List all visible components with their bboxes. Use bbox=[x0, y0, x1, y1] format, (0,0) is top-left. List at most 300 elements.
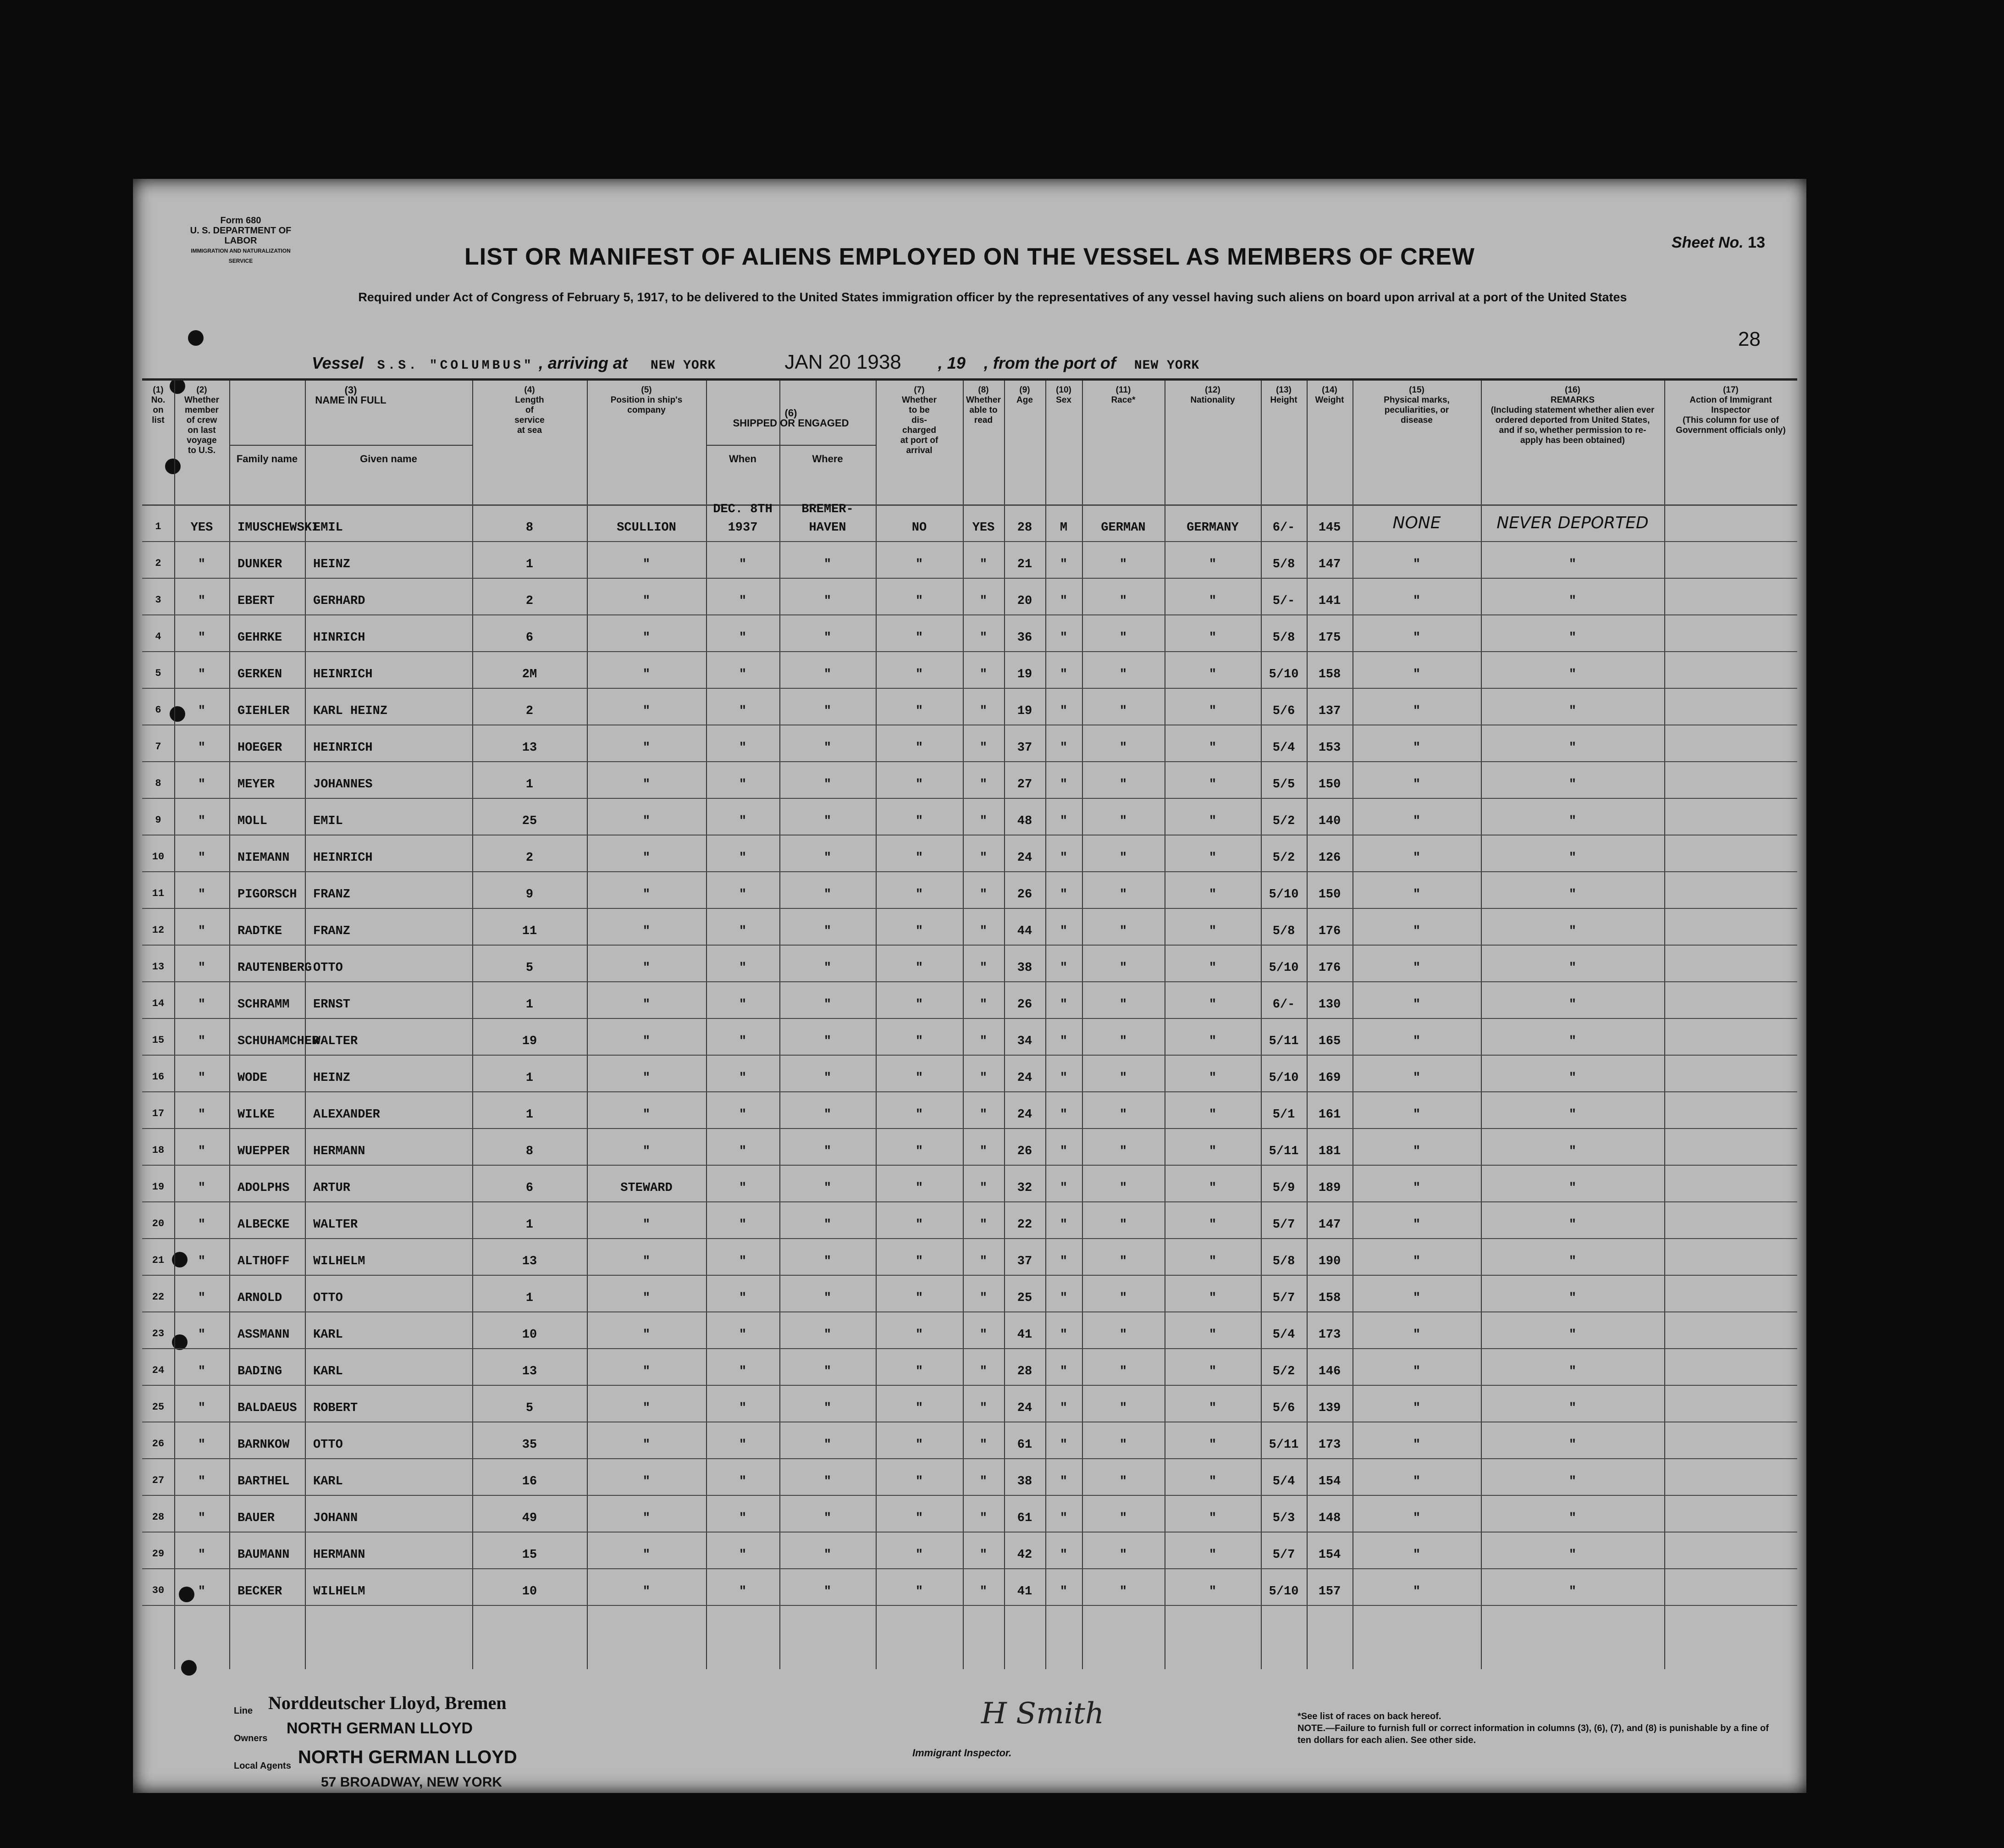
cell-nationality: GERMANY bbox=[1187, 521, 1239, 535]
cell-sex: " bbox=[1060, 1328, 1068, 1342]
cell-shipped-ditto: " bbox=[739, 1548, 747, 1562]
cell-nationality: " bbox=[1209, 1071, 1217, 1085]
cell-shipped-ditto: " bbox=[823, 1035, 832, 1048]
cell-family: GIEHLER bbox=[237, 704, 290, 718]
cell-race: " bbox=[1119, 1328, 1127, 1342]
cell-prev: " bbox=[198, 888, 206, 902]
cell-race: " bbox=[1119, 631, 1127, 645]
cell-physical-ditto: " bbox=[1413, 1401, 1421, 1415]
cell-no: 23 bbox=[152, 1328, 165, 1339]
cell-service: 2 bbox=[525, 704, 534, 718]
cell-position: STEWARD bbox=[620, 1181, 673, 1195]
cell-height: 5/11 bbox=[1269, 1035, 1299, 1048]
cell-no: 7 bbox=[155, 741, 161, 752]
cell-given: OTTO bbox=[313, 961, 343, 975]
cell-shipped-ditto: " bbox=[739, 741, 747, 755]
cell-age: 19 bbox=[1017, 668, 1032, 681]
cell-physical-ditto: " bbox=[1413, 1071, 1421, 1085]
cell-shipped-ditto: " bbox=[739, 1255, 747, 1268]
cell-shipped-ditto: " bbox=[823, 1181, 832, 1195]
cell-shipped-ditto: " bbox=[823, 668, 832, 681]
cell-remarks-ditto: " bbox=[1568, 1365, 1577, 1378]
cell-weight: 137 bbox=[1318, 704, 1341, 718]
cell-prev: " bbox=[198, 1255, 206, 1268]
cell-given: ERNST bbox=[313, 998, 351, 1012]
cell-family: RADTKE bbox=[237, 924, 282, 938]
column-header-c8: (8) Whether able to read bbox=[966, 385, 1001, 425]
cell-read: " bbox=[979, 924, 988, 938]
cell-race: " bbox=[1119, 1585, 1127, 1599]
cell-weight: 147 bbox=[1318, 1218, 1341, 1232]
cell-nationality: " bbox=[1209, 814, 1217, 828]
cell-race: " bbox=[1119, 814, 1127, 828]
cell-read: " bbox=[979, 558, 988, 571]
cell-sex: " bbox=[1060, 1365, 1068, 1378]
cell-race: " bbox=[1119, 1291, 1127, 1305]
cell-given: JOHANN bbox=[313, 1511, 358, 1525]
cell-discharged: " bbox=[915, 814, 923, 828]
cell-no: 18 bbox=[152, 1145, 165, 1156]
cell-sex: " bbox=[1060, 558, 1068, 571]
cell-height: 5/7 bbox=[1272, 1218, 1295, 1232]
cell-shipped-ditto: " bbox=[739, 594, 747, 608]
cell-shipped-ditto: " bbox=[823, 741, 832, 755]
cell-race: " bbox=[1119, 1475, 1127, 1488]
row-rule bbox=[142, 1311, 1797, 1312]
cell-service: 1 bbox=[525, 1291, 534, 1305]
cell-sex: " bbox=[1060, 668, 1068, 681]
cell-shipped-ditto: " bbox=[739, 631, 747, 645]
row-rule bbox=[142, 1165, 1797, 1166]
cell-given: OTTO bbox=[313, 1291, 343, 1305]
cell-no: 24 bbox=[152, 1365, 165, 1376]
cell-height: 5/6 bbox=[1272, 704, 1295, 718]
cell-read: " bbox=[979, 1291, 988, 1305]
cell-given: KARL bbox=[313, 1475, 343, 1488]
cell-age: 26 bbox=[1017, 998, 1032, 1012]
cell-nationality: " bbox=[1209, 1181, 1217, 1195]
cell-age: 61 bbox=[1017, 1438, 1032, 1452]
cell-age: 24 bbox=[1017, 1071, 1032, 1085]
inspector-label: Immigrant Inspector. bbox=[912, 1747, 1012, 1759]
cell-prev: " bbox=[198, 741, 206, 755]
cell-height: 5/- bbox=[1272, 594, 1295, 608]
line-label: Line bbox=[234, 1706, 253, 1716]
cell-age: 38 bbox=[1017, 1475, 1032, 1488]
cell-age: 61 bbox=[1017, 1511, 1032, 1525]
cell-discharged: " bbox=[915, 631, 923, 645]
cell-sex: " bbox=[1060, 1401, 1068, 1415]
cell-service: 6 bbox=[525, 631, 534, 645]
vessel-name: S.S. "COLUMBUS" bbox=[377, 359, 534, 373]
cell-age: 26 bbox=[1017, 888, 1032, 902]
cell-shipped-ditto: " bbox=[739, 668, 747, 681]
column-header-c3a: Family name bbox=[236, 453, 298, 465]
column-header-c6a: When bbox=[729, 453, 756, 465]
cell-no: 16 bbox=[152, 1071, 165, 1083]
service-name: IMMIGRATION AND NATURALIZATION SERVICE bbox=[191, 248, 291, 264]
row-rule bbox=[142, 1091, 1797, 1092]
cell-discharged: " bbox=[915, 1035, 923, 1048]
cell-prev: " bbox=[198, 1365, 206, 1378]
cell-age: 24 bbox=[1017, 851, 1032, 865]
row-rule bbox=[142, 1568, 1797, 1569]
cell-race: " bbox=[1119, 998, 1127, 1012]
cell-service: 1 bbox=[525, 1218, 534, 1232]
cell-position: " bbox=[642, 1401, 651, 1415]
cell-race: " bbox=[1119, 924, 1127, 938]
cell-nationality: " bbox=[1209, 924, 1217, 938]
manifest-sheet bbox=[133, 179, 1806, 1793]
cell-shipped-ditto: " bbox=[739, 1145, 747, 1158]
cell-physical-ditto: " bbox=[1413, 924, 1421, 938]
cell-age: 37 bbox=[1017, 741, 1032, 755]
cell-physical-ditto: " bbox=[1413, 1145, 1421, 1158]
subheader-rule bbox=[706, 445, 876, 446]
column-rule bbox=[1664, 381, 1665, 1669]
row-rule bbox=[142, 1201, 1797, 1202]
cell-age: 38 bbox=[1017, 961, 1032, 975]
cell-position: " bbox=[642, 1108, 651, 1122]
cell-race: " bbox=[1119, 1548, 1127, 1562]
cell-no: 22 bbox=[152, 1291, 165, 1303]
from-port: NEW YORK bbox=[1134, 359, 1200, 373]
cell-physical-ditto: " bbox=[1413, 998, 1421, 1012]
page-subtitle: Required under Act of Congress of February 5, 1917, to be delivered to the United States immigration officer by the representatives of any vessel having such aliens on board upon arrival at a port of the United States bbox=[358, 290, 1627, 304]
cell-nationality: " bbox=[1209, 888, 1217, 902]
cell-sex: " bbox=[1060, 704, 1068, 718]
notes bbox=[1297, 1710, 1779, 1746]
cell-no: 15 bbox=[152, 1035, 165, 1046]
cell-remarks-ditto: " bbox=[1568, 741, 1577, 755]
cell-given: ALEXANDER bbox=[313, 1108, 380, 1122]
cell-given: WILHELM bbox=[313, 1255, 365, 1268]
cell-nationality: " bbox=[1209, 631, 1217, 645]
column-header-c3b: Given name bbox=[360, 453, 417, 465]
cell-given: ARTUR bbox=[313, 1181, 351, 1195]
cell-shipped-when_line1: DEC. 8TH bbox=[713, 503, 773, 516]
cell-nationality: " bbox=[1209, 741, 1217, 755]
cell-read: " bbox=[979, 961, 988, 975]
cell-height: 5/10 bbox=[1269, 888, 1299, 902]
cell-remarks-ditto: " bbox=[1568, 1438, 1577, 1452]
cell-remarks-ditto: " bbox=[1568, 814, 1577, 828]
cell-service: 2 bbox=[525, 851, 534, 865]
column-header-c16: (16) REMARKS (Including statement whether alien ever ordered deported from United States, and if so, whether permission to re- apply has been obtained) bbox=[1491, 385, 1655, 445]
vessel-line bbox=[312, 351, 1199, 374]
cell-race: " bbox=[1119, 668, 1127, 681]
cell-position: " bbox=[642, 1071, 651, 1085]
cell-no: 9 bbox=[155, 814, 161, 826]
row-rule bbox=[142, 1532, 1797, 1533]
subheader-rule bbox=[229, 445, 472, 446]
cell-age: 20 bbox=[1017, 594, 1032, 608]
cell-shipped-ditto: " bbox=[823, 888, 832, 902]
cell-physical-ditto: " bbox=[1413, 668, 1421, 681]
cell-discharged: " bbox=[915, 1145, 923, 1158]
cell-shipped-ditto: " bbox=[739, 1035, 747, 1048]
cell-no: 6 bbox=[155, 704, 161, 716]
cell-sex: " bbox=[1060, 741, 1068, 755]
cell-shipped-ditto: " bbox=[823, 1218, 832, 1232]
cell-height: 5/10 bbox=[1269, 668, 1299, 681]
cell-shipped-ditto: " bbox=[823, 998, 832, 1012]
cell-prev: " bbox=[198, 1291, 206, 1305]
row-rule bbox=[142, 504, 1797, 506]
cell-sex: " bbox=[1060, 1218, 1068, 1232]
cell-read: " bbox=[979, 1035, 988, 1048]
cell-weight: 189 bbox=[1318, 1181, 1341, 1195]
cell-discharged: " bbox=[915, 1181, 923, 1195]
cell-prev: " bbox=[198, 1108, 206, 1122]
row-rule bbox=[142, 1495, 1797, 1496]
cell-weight: 157 bbox=[1318, 1585, 1341, 1599]
cell-race: " bbox=[1119, 1511, 1127, 1525]
cell-no: 29 bbox=[152, 1548, 165, 1560]
cell-discharged: " bbox=[915, 924, 923, 938]
cell-physical-ditto: " bbox=[1413, 1108, 1421, 1122]
cell-age: 19 bbox=[1017, 704, 1032, 718]
cell-age: 28 bbox=[1017, 521, 1032, 535]
cell-service: 35 bbox=[522, 1438, 537, 1452]
cell-no: 11 bbox=[152, 888, 165, 899]
cell-read: " bbox=[979, 778, 988, 791]
cell-service: 13 bbox=[522, 1255, 537, 1268]
cell-weight: 176 bbox=[1318, 924, 1341, 938]
cell-discharged: " bbox=[915, 1328, 923, 1342]
cell-position: " bbox=[642, 998, 651, 1012]
cell-given: GERHARD bbox=[313, 594, 365, 608]
cell-age: 28 bbox=[1017, 1365, 1032, 1378]
cell-age: 41 bbox=[1017, 1328, 1032, 1342]
cell-family: BADING bbox=[237, 1365, 282, 1378]
cell-family: BARNKOW bbox=[237, 1438, 290, 1452]
cell-race: " bbox=[1119, 594, 1127, 608]
cell-weight: 165 bbox=[1318, 1035, 1341, 1048]
cell-race: " bbox=[1119, 1181, 1127, 1195]
cell-given: KARL bbox=[313, 1328, 343, 1342]
cell-read: " bbox=[979, 1438, 988, 1452]
cell-position: " bbox=[642, 1548, 651, 1562]
row-rule bbox=[142, 1055, 1797, 1056]
cell-physical-ditto: " bbox=[1413, 1548, 1421, 1562]
cell-height: 5/7 bbox=[1272, 1291, 1295, 1305]
cell-family: ASSMANN bbox=[237, 1328, 290, 1342]
cell-weight: 175 bbox=[1318, 631, 1341, 645]
cell-service: 1 bbox=[525, 1108, 534, 1122]
cell-nationality: " bbox=[1209, 558, 1217, 571]
cell-service: 2M bbox=[522, 668, 537, 681]
cell-nationality: " bbox=[1209, 1365, 1217, 1378]
cell-family: SCHUHAMCHER bbox=[237, 1035, 320, 1048]
cell-read: " bbox=[979, 1548, 988, 1562]
cell-weight: 169 bbox=[1318, 1071, 1341, 1085]
cell-discharged: " bbox=[915, 1255, 923, 1268]
cell-sex: " bbox=[1060, 1585, 1068, 1599]
cell-no: 13 bbox=[152, 961, 165, 973]
cell-remarks-ditto: " bbox=[1568, 1218, 1577, 1232]
cell-race: " bbox=[1119, 1108, 1127, 1122]
cell-height: 6/- bbox=[1272, 521, 1295, 535]
cell-prev: " bbox=[198, 1071, 206, 1085]
cell-read: " bbox=[979, 1328, 988, 1342]
cell-sex: " bbox=[1060, 1438, 1068, 1452]
cell-no: 19 bbox=[152, 1181, 165, 1193]
row-rule bbox=[142, 578, 1797, 579]
cell-service: 10 bbox=[522, 1328, 537, 1342]
cell-discharged: " bbox=[915, 704, 923, 718]
cell-shipped-ditto: " bbox=[823, 1401, 832, 1415]
cell-sex: " bbox=[1060, 814, 1068, 828]
cell-family: HOEGER bbox=[237, 741, 282, 755]
cell-service: 13 bbox=[522, 741, 537, 755]
cell-age: 22 bbox=[1017, 1218, 1032, 1232]
cell-position: " bbox=[642, 1145, 651, 1158]
cell-no: 1 bbox=[155, 521, 161, 532]
cell-discharged: " bbox=[915, 1218, 923, 1232]
cell-given: WILHELM bbox=[313, 1585, 365, 1599]
cell-weight: 150 bbox=[1318, 888, 1341, 902]
cell-remarks-ditto: " bbox=[1568, 1035, 1577, 1048]
cell-prev: " bbox=[198, 1475, 206, 1488]
cell-read: YES bbox=[972, 521, 995, 535]
cell-service: 1 bbox=[525, 558, 534, 571]
row-rule bbox=[142, 1275, 1797, 1276]
column-header-c5: (5) Position in ship's company bbox=[610, 385, 683, 415]
agents-label: Local Agents bbox=[234, 1761, 291, 1771]
cell-shipped-ditto: " bbox=[739, 851, 747, 865]
cell-race: " bbox=[1119, 1401, 1127, 1415]
cell-age: 24 bbox=[1017, 1401, 1032, 1415]
cell-age: 42 bbox=[1017, 1548, 1032, 1562]
cell-nationality: " bbox=[1209, 851, 1217, 865]
cell-nationality: " bbox=[1209, 1438, 1217, 1452]
cell-family: BECKER bbox=[237, 1585, 282, 1599]
cell-shipped-ditto: " bbox=[739, 1475, 747, 1488]
cell-discharged: NO bbox=[911, 521, 927, 535]
cell-nationality: " bbox=[1209, 1255, 1217, 1268]
cell-nationality: " bbox=[1209, 1328, 1217, 1342]
cell-service: 49 bbox=[522, 1511, 537, 1525]
cell-service: 19 bbox=[522, 1035, 537, 1048]
cell-shipped-ditto: " bbox=[823, 1291, 832, 1305]
cell-prev: " bbox=[198, 1181, 206, 1195]
cell-height: 5/7 bbox=[1272, 1548, 1295, 1562]
cell-nationality: " bbox=[1209, 1218, 1217, 1232]
cell-shipped-ditto: " bbox=[739, 1071, 747, 1085]
cell-service: 9 bbox=[525, 888, 534, 902]
cell-service: 11 bbox=[522, 924, 537, 938]
cell-shipped-ditto: " bbox=[823, 1511, 832, 1525]
cell-sex: " bbox=[1060, 1475, 1068, 1488]
cell-weight: 126 bbox=[1318, 851, 1341, 865]
cell-prev: " bbox=[198, 851, 206, 865]
cell-position: " bbox=[642, 888, 651, 902]
punch-hole-icon bbox=[188, 330, 204, 346]
cell-discharged: " bbox=[915, 741, 923, 755]
cell-service: 1 bbox=[525, 778, 534, 791]
cell-weight: 130 bbox=[1318, 998, 1341, 1012]
cell-nationality: " bbox=[1209, 668, 1217, 681]
cell-position: " bbox=[642, 741, 651, 755]
cell-nationality: " bbox=[1209, 1585, 1217, 1599]
cell-family: WUEPPER bbox=[237, 1145, 290, 1158]
cell-race: " bbox=[1119, 961, 1127, 975]
cell-family: SCHRAMM bbox=[237, 998, 290, 1012]
cell-given: WALTER bbox=[313, 1218, 358, 1232]
cell-family: MEYER bbox=[237, 778, 275, 791]
from-label: , from the port of bbox=[983, 354, 1116, 372]
owners-value: NORTH GERMAN LLOYD bbox=[287, 1720, 473, 1737]
cell-shipped-ditto: " bbox=[739, 1401, 747, 1415]
cell-discharged: " bbox=[915, 851, 923, 865]
cell-remarks-ditto: " bbox=[1568, 1585, 1577, 1599]
cell-height: 5/10 bbox=[1269, 1071, 1299, 1085]
cell-race: " bbox=[1119, 851, 1127, 865]
cell-weight: 161 bbox=[1318, 1108, 1341, 1122]
cell-weight: 147 bbox=[1318, 558, 1341, 571]
cell-height: 5/11 bbox=[1269, 1145, 1299, 1158]
column-header-c9: (9) Age bbox=[1016, 385, 1033, 405]
cell-discharged: " bbox=[915, 1108, 923, 1122]
cell-remarks-ditto: " bbox=[1568, 924, 1577, 938]
cell-physical-ditto: " bbox=[1413, 814, 1421, 828]
cell-read: " bbox=[979, 1108, 988, 1122]
arriving-label: , arriving at bbox=[538, 354, 628, 372]
cell-shipped-ditto: " bbox=[739, 814, 747, 828]
cell-no: 10 bbox=[152, 851, 165, 863]
cell-family: EBERT bbox=[237, 594, 275, 608]
cell-read: " bbox=[979, 594, 988, 608]
cell-race: " bbox=[1119, 704, 1127, 718]
cell-height: 5/8 bbox=[1272, 1255, 1295, 1268]
cell-remarks-ditto: " bbox=[1568, 704, 1577, 718]
cell-prev: " bbox=[198, 1585, 206, 1599]
cell-physical-ditto: " bbox=[1413, 1438, 1421, 1452]
cell-position: " bbox=[642, 924, 651, 938]
cell-shipped-ditto: " bbox=[739, 1328, 747, 1342]
cell-race: " bbox=[1119, 741, 1127, 755]
cell-discharged: " bbox=[915, 1438, 923, 1452]
cell-family: PIGORSCH bbox=[237, 888, 297, 902]
cell-shipped-ditto: " bbox=[823, 1255, 832, 1268]
cell-read: " bbox=[979, 1145, 988, 1158]
cell-prev: YES bbox=[190, 521, 213, 535]
cell-family: ALBECKE bbox=[237, 1218, 290, 1232]
cell-read: " bbox=[979, 1365, 988, 1378]
cell-age: 48 bbox=[1017, 814, 1032, 828]
cell-nationality: " bbox=[1209, 961, 1217, 975]
cell-no: 27 bbox=[152, 1475, 165, 1486]
cell-discharged: " bbox=[915, 1291, 923, 1305]
cell-shipped-ditto: " bbox=[739, 1291, 747, 1305]
cell-race: " bbox=[1119, 888, 1127, 902]
cell-handwritten-physical: NONE bbox=[1392, 514, 1441, 532]
cell-physical-ditto: " bbox=[1413, 1035, 1421, 1048]
cell-shipped-ditto: " bbox=[823, 704, 832, 718]
column-rule bbox=[229, 381, 230, 1669]
cell-discharged: " bbox=[915, 1511, 923, 1525]
cell-physical-ditto: " bbox=[1413, 851, 1421, 865]
cell-remarks-ditto: " bbox=[1568, 668, 1577, 681]
cell-weight: 173 bbox=[1318, 1438, 1341, 1452]
cell-service: 15 bbox=[522, 1548, 537, 1562]
cell-prev: " bbox=[198, 704, 206, 718]
cell-remarks-ditto: " bbox=[1568, 851, 1577, 865]
cell-position: " bbox=[642, 1585, 651, 1599]
cell-nationality: " bbox=[1209, 704, 1217, 718]
cell-position: " bbox=[642, 1291, 651, 1305]
